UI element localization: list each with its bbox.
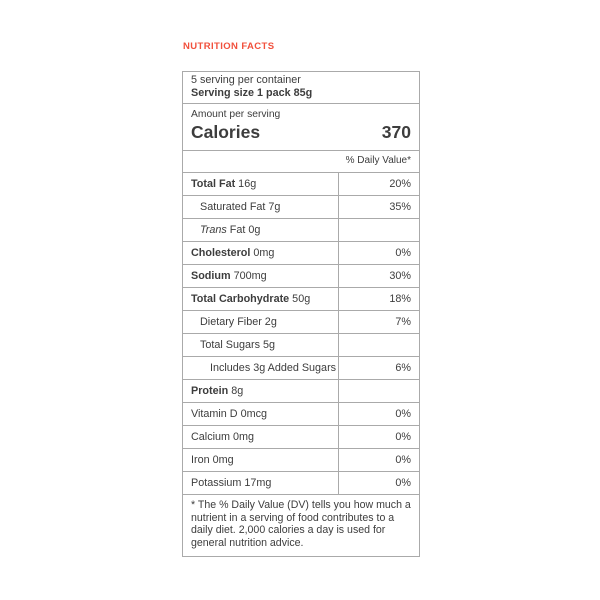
table-row [183, 426, 419, 449]
nutrient-name-cell [183, 288, 338, 310]
nutrient-daily-value [338, 334, 419, 356]
nutrient-amount: 700mg [230, 270, 267, 282]
nutrient-name-cell [183, 357, 338, 379]
table-row [183, 265, 419, 288]
nutrient-name-cell [183, 219, 338, 241]
nutrient-amount: 8g [228, 385, 244, 397]
daily-value-header: % Daily Value* [183, 151, 419, 173]
nutrient-name-cell [183, 173, 338, 195]
nutrient-name: Total Sugars [200, 339, 261, 351]
table-row [183, 334, 419, 357]
calories-value: 370 [381, 122, 411, 142]
nutrient-name-cell [183, 426, 338, 448]
nutrient-daily-value: 6% [338, 357, 419, 379]
nutrient-daily-value: 20% [338, 173, 419, 195]
nutrient-name: Vitamin D [191, 408, 238, 420]
nutrient-name-cell [183, 196, 338, 218]
table-row [183, 403, 419, 426]
nutrient-daily-value: 0% [338, 449, 419, 471]
table-row [183, 288, 419, 311]
nutrient-daily-value: 0% [338, 472, 419, 494]
nutrient-amount: 0mg [230, 431, 255, 443]
nutrient-daily-value: 0% [338, 426, 419, 448]
nutrient-name-cell [183, 380, 338, 402]
nutrient-name-cell [183, 334, 338, 356]
nutrient-amount: 0mg [250, 247, 275, 259]
nutrient-daily-value: 35% [338, 196, 419, 218]
nutrient-name: Trans [200, 224, 227, 236]
serving-size: Serving size 1 pack 85g [191, 87, 313, 99]
nutrient-name: Dietary Fiber [200, 316, 262, 328]
daily-value-footnote: * The % Daily Value (DV) tells you how much a nutrient in a serving of food contributes to a daily diet. 2,000 calories a day is used for general nutrition advice. [191, 499, 411, 549]
table-row [183, 242, 419, 265]
page-title: NUTRITION FACTS [183, 41, 275, 52]
nutrient-name-cell [183, 311, 338, 333]
calories-section [183, 104, 419, 151]
amount-per-serving-label: Amount per serving [191, 109, 281, 120]
nutrient-amount: 17mg [241, 477, 272, 489]
nutrient-daily-value: 0% [338, 242, 419, 264]
table-row [183, 196, 419, 219]
nutrient-name-cell [183, 472, 338, 494]
nutrient-amount: 16g [235, 178, 257, 190]
nutrient-daily-value: 18% [338, 288, 419, 310]
nutrient-amount: 2g [261, 316, 277, 328]
nutrient-name: Potassium [191, 477, 242, 489]
nutrition-facts-label [182, 71, 420, 557]
nutrient-amount: 7g [265, 201, 281, 213]
nutrient-name: Sodium [191, 270, 231, 282]
nutrient-daily-value [338, 219, 419, 241]
table-row [183, 380, 419, 403]
nutrient-daily-value: 30% [338, 265, 419, 287]
nutrient-name: Includes 3g Added Sugars [210, 362, 337, 374]
nutrient-name: Cholesterol [191, 247, 251, 259]
nutrient-name: Saturated Fat [200, 201, 266, 213]
nutrient-name: Total Carbohydrate [191, 293, 290, 305]
nutrient-daily-value [338, 380, 419, 402]
servings-per-container: 5 serving per container [191, 74, 301, 86]
nutrient-amount: Fat 0g [226, 224, 261, 236]
nutrient-amount: 0mg [209, 454, 234, 466]
serving-section [183, 72, 419, 104]
nutrient-name: Total Fat [191, 178, 236, 190]
table-row [183, 173, 419, 196]
nutrient-name-cell [183, 242, 338, 264]
nutrient-amount: 0mcg [237, 408, 268, 420]
nutrient-amount: 50g [289, 293, 311, 305]
table-row [183, 219, 419, 242]
nutrient-name-cell [183, 403, 338, 425]
table-row [183, 449, 419, 472]
nutrient-rows [183, 173, 419, 495]
nutrient-name-cell [183, 449, 338, 471]
nutrient-daily-value: 0% [338, 403, 419, 425]
nutrient-name: Iron [191, 454, 210, 466]
nutrient-name: Protein [191, 385, 229, 397]
nutrient-name-cell [183, 265, 338, 287]
nutrient-daily-value: 7% [338, 311, 419, 333]
table-row [183, 357, 419, 380]
nutrient-amount: 5g [260, 339, 276, 351]
table-row [183, 311, 419, 334]
nutrient-name: Calcium [191, 431, 230, 443]
table-row [183, 472, 419, 495]
calories-label: Calories [191, 122, 261, 142]
